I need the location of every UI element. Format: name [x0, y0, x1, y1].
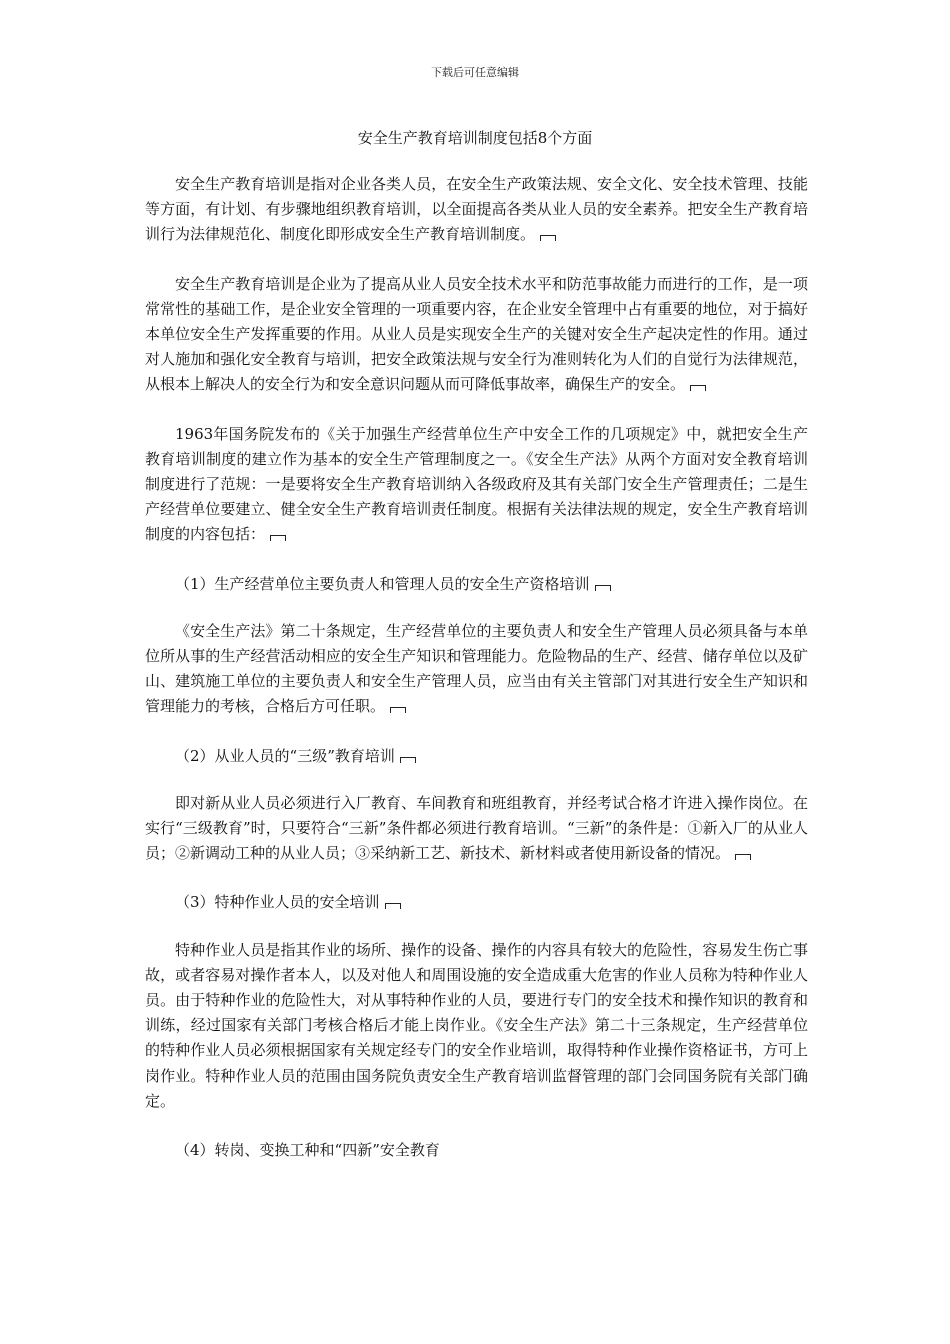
paragraph-definition — [145, 172, 808, 248]
paragraph-history — [145, 422, 808, 548]
paragraph-text: 即对新从业人员必须进行入厂教育、车间教育和班组教育，并经考试合格才许进入操作岗位。在实行“三级教育”时，只要符合“三新”条件都必须进行教育培训。“三新”的条件是：①新入厂的从业人员；②新调动工种的从业人员；③采纳新工艺、新技术、新材料或者使用新设备的情况。 — [145, 793, 808, 863]
paragraph-importance — [145, 272, 808, 398]
document-body — [145, 172, 808, 1185]
paragraph-mark-icon — [690, 385, 706, 391]
paragraph-text: 安全生产教育培训是企业为了提高从业人员安全技术水平和防范事故能力而进行的工作，是一项常常性的基础工作，是企业安全管理的一项重要内容，在企业安全管理中占有重要的地位，对于搞好本单位安全生产发挥重要的作用。从业人员是实现安全生产的关键对安全生产起决定性的作用。通过对人施加和强化安全教育与培训，把安全政策法规与安全行为准则转化为人们的自觉行为法律规范，从根本上解决人的安全行为和安全意识问题从而可降低事故率，确保生产的安全。 — [145, 274, 808, 394]
paragraph-mark-icon — [595, 585, 611, 591]
heading-text: （1）生产经营单位主要负责人和管理人员的安全生产资格培训 — [175, 574, 590, 593]
section-heading-2 — [145, 744, 808, 769]
document-title: 安全生产教育培训制度包括8个方面 — [357, 129, 593, 147]
heading-text: （4）转岗、变换工种和“四新”安全教育 — [175, 1141, 440, 1160]
paragraph-section-2 — [145, 791, 808, 867]
paragraph-text: 1963年国务院发布的《关于加强生产经营单位生产中安全工作的几项规定》中，就把安全生产教育培训制度的建立作为基本的安全生产管理制度之一。《安全生产法》从两个方面对安全教育培训制度进行了范规：一是要将安全生产教育培训纳入各级政府及其有关部门安全生产管理责任；二是生产经营单位要建立、健全安全生产教育培训责任制度。根据有关法律法规的规定，安全生产教育培训制度的内容包括： — [145, 424, 808, 544]
paragraph-mark-icon — [390, 707, 406, 713]
paragraph-mark-icon — [270, 535, 286, 541]
section-heading-3 — [145, 890, 808, 915]
paragraph-text: 安全生产教育培训是指对企业各类人员，在安全生产政策法规、安全文化、安全技术管理、技能等方面，有计划、有步骤地组织教育培训，以全面提高各类从业人员的安全素养。把安全生产教育培训行为法律规范化、制度化即形成安全生产教育培训制度。 — [145, 175, 808, 244]
heading-text: （3）特种作业人员的安全培训 — [175, 893, 380, 912]
paragraph-mark-icon — [540, 235, 556, 241]
paragraph-text: 《安全生产法》第二十条规定，生产经营单位的主要负责人和安全生产管理人员必须具备与本单位所从事的生产经营活动相应的安全生产知识和管理能力。危险物品的生产、经营、储存单位以及矿山、建筑施工单位的主要负责人和安全生产管理人员，应当由有关主管部门对其进行安全生产知识和管理能力的考核，合格后方可任职。 — [145, 621, 808, 716]
paragraph-section-3 — [145, 938, 808, 1114]
paragraph-section-1 — [145, 619, 808, 720]
paragraph-mark-icon — [385, 903, 401, 909]
section-heading-1 — [145, 572, 808, 597]
paragraph-text: 特种作业人员是指其作业的场所、操作的设备、操作的内容具有较大的危险性，容易发生伤亡事故，或者容易对操作者本人，以及对他人和周围设施的安全造成重大危害的作业人员称为特种作业人员。由于特种作业的危险性大，对从事特种作业的人员，要进行专门的安全技术和操作知识的教育和训练，经过国家有关部门考核合格后才能上岗作业。《安全生产法》第二十三条规定，生产经营单位的特种作业人员必须根据国家有关规定经专门的安全作业培训，取得特种作业操作资格证书，方可上岗作业。特种作业人员的范围由国务院负责安全生产教育培训监督管理的部门会同国务院有关部门确定。 — [145, 940, 808, 1110]
paragraph-mark-icon — [400, 757, 416, 763]
header-note: 下载后可任意编辑 — [431, 66, 519, 79]
paragraph-mark-icon — [735, 854, 751, 860]
section-heading-4 — [145, 1138, 808, 1163]
heading-text: （2）从业人员的“三级”教育培训 — [175, 746, 395, 765]
